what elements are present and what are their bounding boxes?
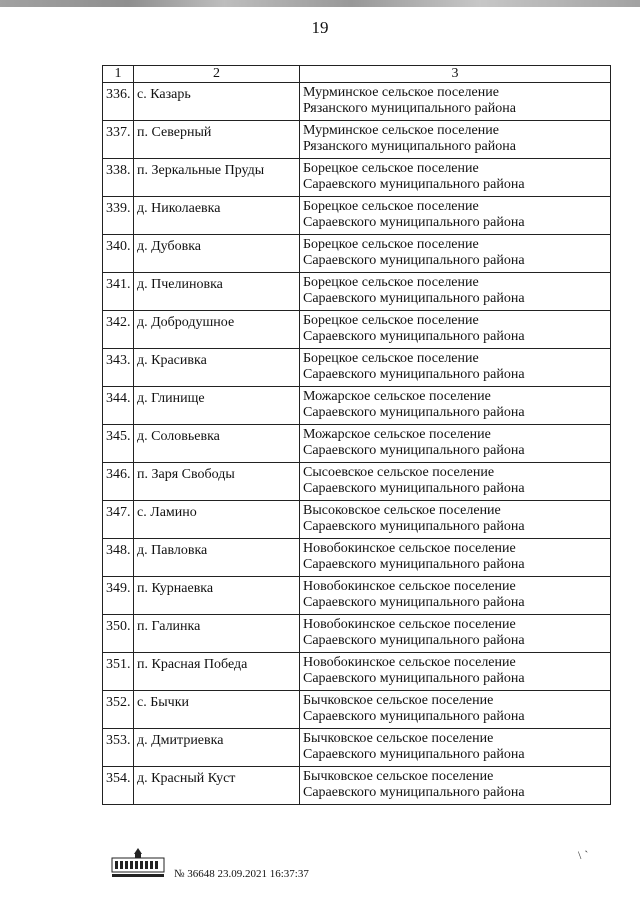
table-row [103,273,611,311]
municipality-cell [300,83,611,121]
settlement-name: с. Ламино [134,501,300,539]
registration-stamp: № 36648 23.09.2021 16:37:37 [174,868,309,880]
table-row [103,691,611,729]
municipality-cell [300,387,611,425]
settlement-name: с. Бычки [134,691,300,729]
municipal-district: Сараевского муниципального района [303,215,525,230]
rural-settlement: Новобокинское сельское поселение [303,617,516,632]
municipal-district: Сараевского муниципального района [303,177,525,192]
rural-settlement: Мурминское сельское поселение [303,123,499,138]
municipal-district: Сараевского муниципального района [303,671,525,686]
municipal-district: Сараевского муниципального района [303,595,525,610]
municipal-district: Сараевского муниципального района [303,785,525,800]
table-row [103,729,611,767]
municipal-district: Сараевского муниципального района [303,443,525,458]
settlements-table [102,65,611,805]
row-number: 350. [103,615,134,653]
table-row [103,463,611,501]
row-number: 348. [103,539,134,577]
municipal-district: Сараевского муниципального района [303,329,525,344]
settlement-name: д. Добродушное [134,311,300,349]
rural-settlement: Сысоевское сельское поселение [303,465,495,480]
table-header-row [103,66,611,83]
table-row [103,577,611,615]
settlement-name: п. Заря Свободы [134,463,300,501]
table-row [103,425,611,463]
row-number: 338. [103,159,134,197]
settlement-name: п. Северный [134,121,300,159]
row-number: 352. [103,691,134,729]
table-row [103,197,611,235]
scan-mark: \ ` [578,848,589,862]
table-row [103,501,611,539]
row-number: 349. [103,577,134,615]
table-row [103,615,611,653]
row-number: 340. [103,235,134,273]
municipal-district: Сараевского муниципального района [303,557,525,572]
rural-settlement: Борецкое сельское поселение [303,237,479,252]
rural-settlement: Борецкое сельское поселение [303,161,479,176]
row-number: 341. [103,273,134,311]
settlement-name: п. Зеркальные Пруды [134,159,300,197]
municipal-district: Сараевского муниципального района [303,253,525,268]
table-row [103,767,611,805]
table-row [103,311,611,349]
row-number: 339. [103,197,134,235]
row-number: 342. [103,311,134,349]
municipality-cell [300,539,611,577]
municipality-cell [300,159,611,197]
municipality-cell [300,767,611,805]
table-row [103,121,611,159]
municipality-cell [300,273,611,311]
header-col-2: 2 [134,66,300,83]
settlement-name: п. Курнаевка [134,577,300,615]
table-row [103,83,611,121]
table-row [103,653,611,691]
municipality-cell [300,235,611,273]
rural-settlement: Борецкое сельское поселение [303,275,479,290]
municipal-district: Сараевского муниципального района [303,481,525,496]
row-number: 337. [103,121,134,159]
settlement-name: п. Галинка [134,615,300,653]
rural-settlement: Высоковское сельское поселение [303,503,501,518]
row-number: 343. [103,349,134,387]
row-number: 346. [103,463,134,501]
municipality-cell [300,729,611,767]
settlement-name: д. Дмитриевка [134,729,300,767]
row-number: 347. [103,501,134,539]
municipality-cell [300,501,611,539]
municipality-cell [300,615,611,653]
municipality-cell [300,121,611,159]
settlement-name: д. Красный Куст [134,767,300,805]
settlement-name: д. Дубовка [134,235,300,273]
table-row [103,235,611,273]
municipal-district: Сараевского муниципального района [303,709,525,724]
settlement-name: п. Красная Победа [134,653,300,691]
row-number: 344. [103,387,134,425]
rural-settlement: Борецкое сельское поселение [303,199,479,214]
settlement-name: д. Красивка [134,349,300,387]
municipal-district: Рязанского муниципального района [303,101,516,116]
registry-logo-icon [108,846,168,880]
municipality-cell [300,425,611,463]
municipality-cell [300,691,611,729]
header-col-1: 1 [103,66,134,83]
rural-settlement: Новобокинское сельское поселение [303,655,516,670]
rural-settlement: Бычковское сельское поселение [303,769,494,784]
page-number: 19 [311,18,329,37]
header-col-3: 3 [300,66,611,83]
rural-settlement: Новобокинское сельское поселение [303,579,516,594]
rural-settlement: Бычковское сельское поселение [303,693,494,708]
municipality-cell [300,653,611,691]
row-number: 351. [103,653,134,691]
municipal-district: Рязанского муниципального района [303,139,516,154]
municipal-district: Сараевского муниципального района [303,367,525,382]
footer [108,846,408,882]
settlement-name: с. Казарь [134,83,300,121]
rural-settlement: Новобокинское сельское поселение [303,541,516,556]
rural-settlement: Борецкое сельское поселение [303,313,479,328]
rural-settlement: Можарское сельское поселение [303,389,491,404]
scan-top-edge [0,0,640,7]
municipality-cell [300,197,611,235]
table-row [103,539,611,577]
municipal-district: Сараевского муниципального района [303,633,525,648]
settlement-name: д. Пчелиновка [134,273,300,311]
settlement-name: д. Павловка [134,539,300,577]
rural-settlement: Можарское сельское поселение [303,427,491,442]
rural-settlement: Мурминское сельское поселение [303,85,499,100]
municipal-district: Сараевского муниципального района [303,291,525,306]
municipality-cell [300,577,611,615]
settlement-name: д. Николаевка [134,197,300,235]
municipal-district: Сараевского муниципального района [303,519,525,534]
municipality-cell [300,463,611,501]
row-number: 345. [103,425,134,463]
row-number: 353. [103,729,134,767]
rural-settlement: Борецкое сельское поселение [303,351,479,366]
table-row [103,159,611,197]
settlement-name: д. Соловьевка [134,425,300,463]
table-row [103,349,611,387]
settlement-name: д. Глинище [134,387,300,425]
rural-settlement: Бычковское сельское поселение [303,731,494,746]
table-row [103,387,611,425]
municipality-cell [300,349,611,387]
municipal-district: Сараевского муниципального района [303,405,525,420]
row-number: 336. [103,83,134,121]
municipal-district: Сараевского муниципального района [303,747,525,762]
row-number: 354. [103,767,134,805]
municipality-cell [300,311,611,349]
